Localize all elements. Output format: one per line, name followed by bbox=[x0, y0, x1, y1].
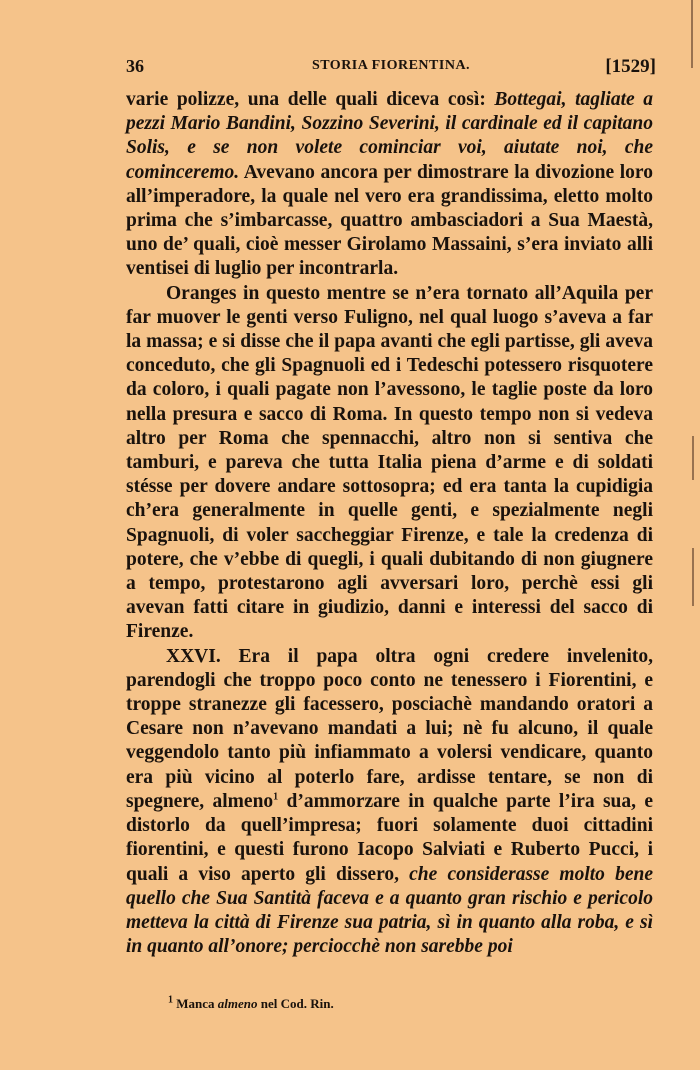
paragraph-3-italic: che considerasse molto bene quello che Sua Santità faceva e a quanto gran rischio e pericolo metteva la città di Firenze sua patria, sì in quanto alla roba, e sì in quanto all’onore; perciocchè non sarebbe poi bbox=[126, 863, 653, 958]
running-title: STORIA FIORENTINA. bbox=[311, 58, 471, 73]
body-text bbox=[126, 88, 653, 959]
paragraph-3-text-a: XXVI. Era il papa oltra ogni credere invelenito, parendogli che troppo poco conto ne tenessero i Fiorentini, e troppe stranezze gli facessero, posciachè mandando oratori a Cesare non n’avevano mandati a lui; nè fu alcuno, il quale veggendolo tanto più infiammato a volersi vendicare, quanto era più vicino al poterlo fare, ardisse tentare, se non di spegnere, almeno bbox=[126, 645, 653, 812]
footnote bbox=[168, 996, 334, 1012]
page-number: 36 bbox=[126, 56, 144, 76]
footnote-italic: almeno bbox=[217, 996, 258, 1011]
paragraph-1 bbox=[126, 88, 653, 282]
paragraph-1-text-b: Avevano ancora per dimostrare la divozione loro all’imperadore, la quale nel vero era grandissima, eletto molto prima che s’imbarcasse, quattro ambasciadori a Sua Maestà, uno de’ quali, cioè messer Girolamo Massaini, s’era inviato alli ventisei di luglio per incontrarla. bbox=[126, 161, 653, 280]
footnote-text-a: Manca bbox=[173, 996, 218, 1011]
page-header bbox=[126, 56, 656, 80]
footnote-reference: 1 bbox=[273, 791, 279, 803]
paragraph-3-text-b: d’ammorzare in qualche parte l’ira sua, e distorlo da quell’impresa; fuori solamente duoi cittadini fiorentini, e questi furono Iacopo Salviati e Ruberto Pucci, i quali a viso aperto gli dissero, bbox=[126, 790, 653, 885]
year-label: [1529] bbox=[605, 56, 656, 77]
paragraph-1-italic: Bottegai, tagliate a pezzi Mario Bandini, Sozzino Severini, il cardinale ed il capitano Solis, e se non volete cominciar voi, aiutate noi, che cominceremo. bbox=[126, 89, 653, 183]
margin-mark-middle bbox=[692, 436, 694, 480]
footnote-text-b: nel Cod. Rin. bbox=[257, 996, 334, 1011]
margin-mark-top bbox=[691, 0, 693, 68]
paragraph-1-text-a: varie polizze, una delle quali diceva così: bbox=[126, 89, 495, 110]
footnote-number: 1 bbox=[168, 994, 173, 1006]
paragraph-3 bbox=[126, 645, 653, 960]
paragraph-2: Oranges in questo mentre se n’era tornato all’Aquila per far muover le genti verso Fuligno, nel qual luogo s’aveva a far la massa; e si disse che il papa avanti che egli partisse, gli aveva conceduto, che gli Spagnuoli ed i Tedeschi potessero risquotere da coloro, i quali pagate non l’avessono, le taglie poste da loro nella presura e sacco di Roma. In questo tempo non si vedeva altro per Roma che spennacchi, altro non si sentiva che tamburi, e pareva che tutta Italia piena d’arme e di soldati stésse per dovere andare sottosopra; ed era tanta la cupidigia ch’era generalmente in quelle genti, e spezialmente negli Spagnuoli, di voler saccheggiar Firenze, e tale la credenza di potere, che v’ebbe di quegli, i quali dubitando di non giugnere a tempo, protestarono agli avversari loro, perchè essi gli avevan fatti citare in giudizio, danni e interessi del sacco di Firenze. bbox=[126, 282, 653, 643]
margin-mark-lower bbox=[692, 548, 694, 606]
